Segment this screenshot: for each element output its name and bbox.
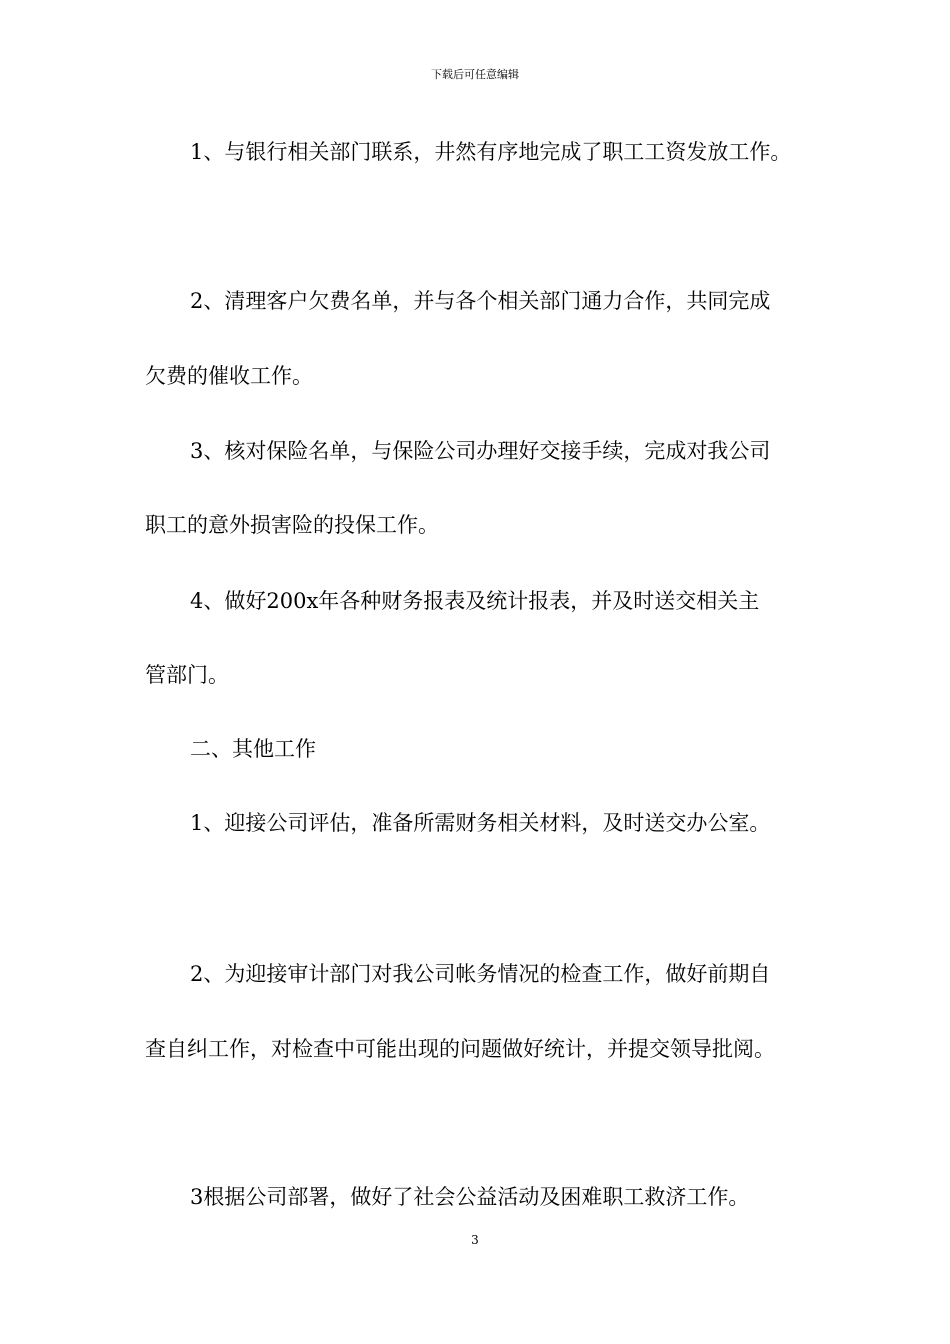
paragraph-line: 2、为迎接审计部门对我公司帐务情况的检查工作，做好前期自 xyxy=(190,962,771,986)
paragraph-line: 2、清理客户欠费名单，并与各个相关部门通力合作，共同完成 xyxy=(190,289,771,313)
section-heading: 二、其他工作 xyxy=(190,737,316,761)
paragraph-line: 管部门。 xyxy=(145,663,229,687)
paragraph-line: 3、核对保险名单，与保险公司办理好交接手续，完成对我公司 xyxy=(190,439,771,463)
paragraph-line: 1、迎接公司评估，准备所需财务相关材料，及时送交办公室。 xyxy=(190,811,771,835)
paragraph-line: 4、做好200x年各种财务报表及统计报表，并及时送交相关主 xyxy=(190,589,760,613)
page-header: 下载后可任意编辑 xyxy=(431,68,519,81)
page-number: 3 xyxy=(471,1233,479,1247)
paragraph-line: 1、与银行相关部门联系，井然有序地完成了职工工资发放工作。 xyxy=(190,140,792,164)
paragraph-line: 欠费的催收工作。 xyxy=(145,364,313,388)
paragraph-line: 查自纠工作，对检查中可能出现的问题做好统计，并提交领导批阅。 xyxy=(145,1037,775,1061)
paragraph-line: 3根据公司部署，做好了社会公益活动及困难职工救济工作。 xyxy=(190,1185,750,1209)
paragraph-line: 职工的意外损害险的投保工作。 xyxy=(145,513,439,537)
